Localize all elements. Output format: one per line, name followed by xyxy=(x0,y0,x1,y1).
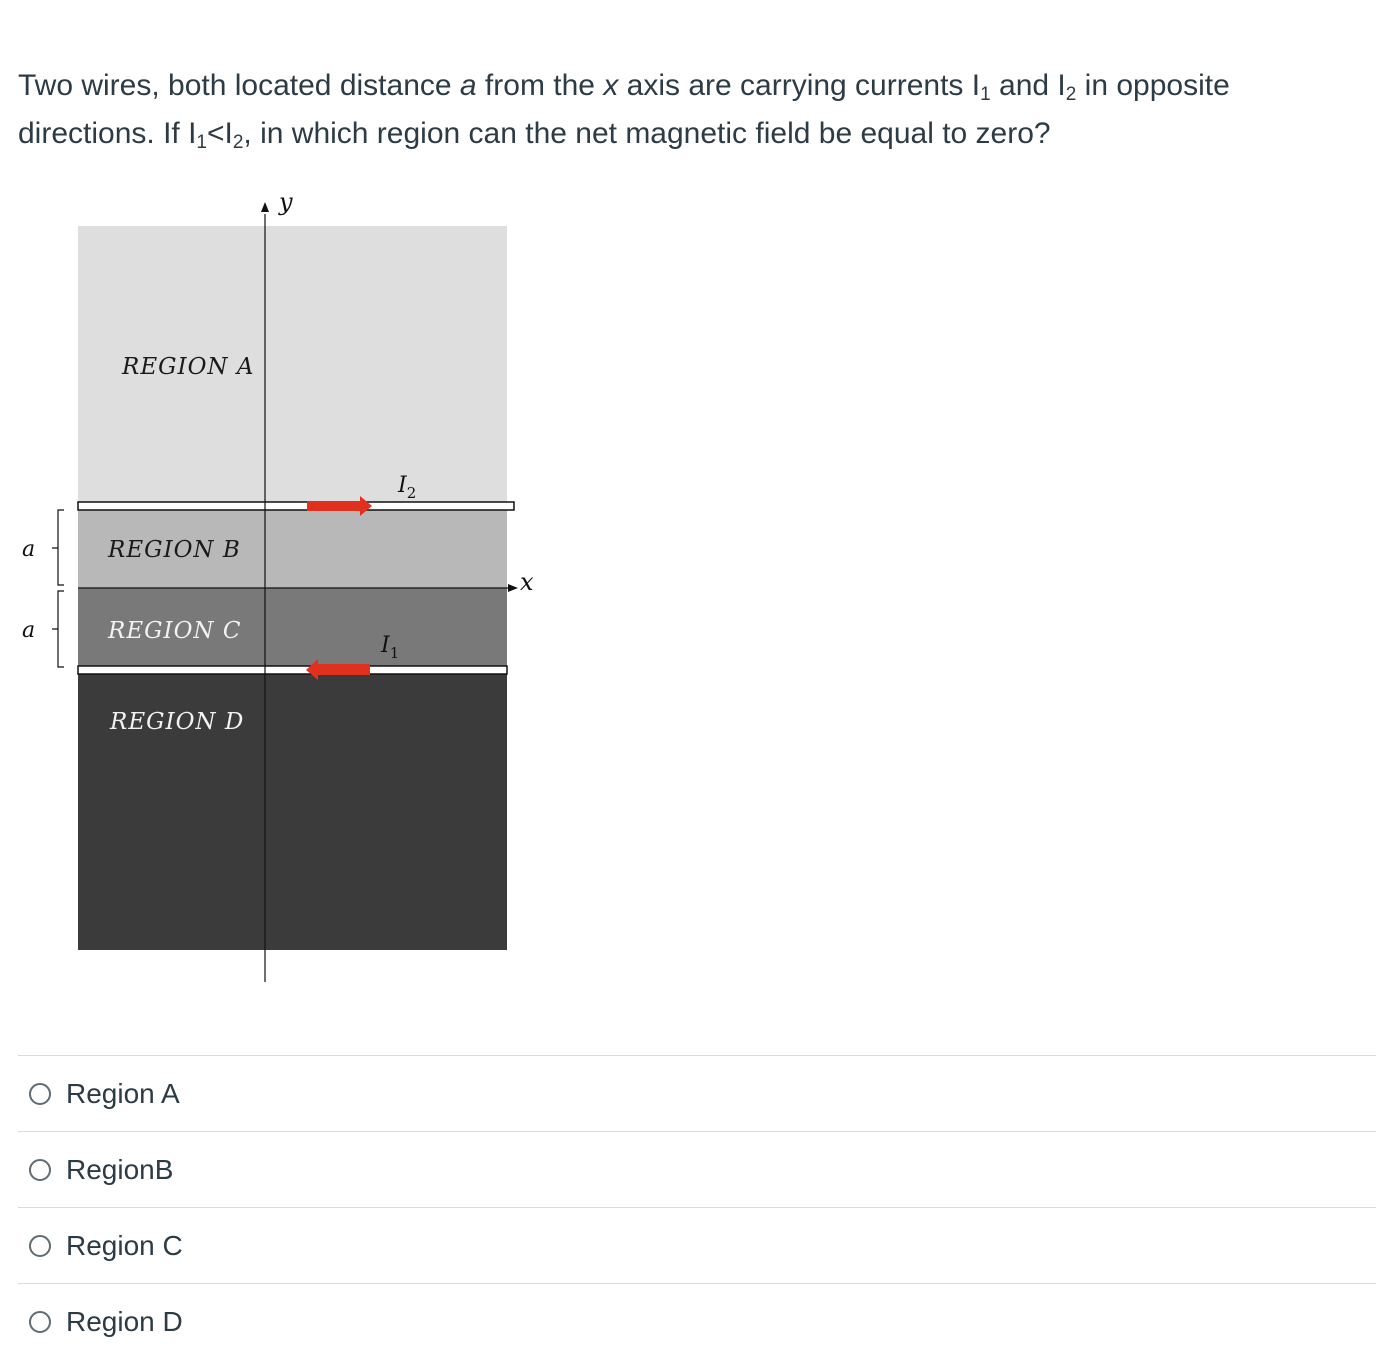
x-axis-label: x xyxy=(520,568,534,596)
current-bottom-label: $I_1$ xyxy=(381,633,400,662)
question-subscript: 2 xyxy=(232,132,244,153)
region-a-label: REGION A xyxy=(122,354,255,380)
region-b-label: REGION B xyxy=(108,537,241,563)
wire-bottom xyxy=(78,666,507,674)
answer-label: Region D xyxy=(66,1305,183,1337)
y-axis-arrowhead xyxy=(261,202,269,212)
question-var-x: x xyxy=(603,69,619,102)
question-part: axis are carrying currents I xyxy=(618,69,981,102)
distance-bracket-upper xyxy=(52,510,64,585)
question-part: , in which region can the net magnetic field be equal to zero? xyxy=(243,117,1051,150)
question-part: <I xyxy=(206,117,233,150)
distance-a-lower-label: a xyxy=(22,618,36,643)
current-top-label: $I_2$ xyxy=(398,473,417,502)
question-part: in opposite directions. If I xyxy=(18,69,1230,150)
answer-option-region-a[interactable] xyxy=(18,1055,1376,1131)
question-subscript: 1 xyxy=(980,84,991,105)
answer-option-region-b[interactable] xyxy=(18,1131,1376,1207)
answer-option-region-c[interactable] xyxy=(18,1207,1376,1283)
question-var-a: a xyxy=(459,69,477,102)
distance-bracket-lower xyxy=(52,591,64,667)
wire-top xyxy=(78,502,514,510)
x-axis-arrowhead xyxy=(508,584,518,592)
answer-label: Region A xyxy=(66,1077,180,1109)
question-subscript: 2 xyxy=(1065,84,1077,105)
question-part: Two wires, both located distance xyxy=(18,69,460,102)
radio-button[interactable] xyxy=(29,1235,51,1257)
region-c-label: REGION C xyxy=(108,618,242,644)
distance-a-upper-label: a xyxy=(22,537,36,562)
radio-button[interactable] xyxy=(29,1083,51,1105)
radio-button[interactable] xyxy=(29,1159,51,1181)
answer-label: RegionB xyxy=(66,1153,174,1185)
question-text xyxy=(18,62,1358,158)
answer-list xyxy=(18,1055,1376,1359)
question-subscript: 1 xyxy=(196,132,207,153)
question-part: and I xyxy=(990,69,1066,102)
question-part: from the xyxy=(476,69,604,102)
region-d-label: REGION D xyxy=(110,709,245,735)
answer-label: Region C xyxy=(66,1229,183,1261)
wire-diagram xyxy=(0,180,560,1000)
answer-option-region-d[interactable] xyxy=(18,1283,1376,1359)
y-axis-label: y xyxy=(279,188,293,216)
radio-button[interactable] xyxy=(29,1311,51,1333)
